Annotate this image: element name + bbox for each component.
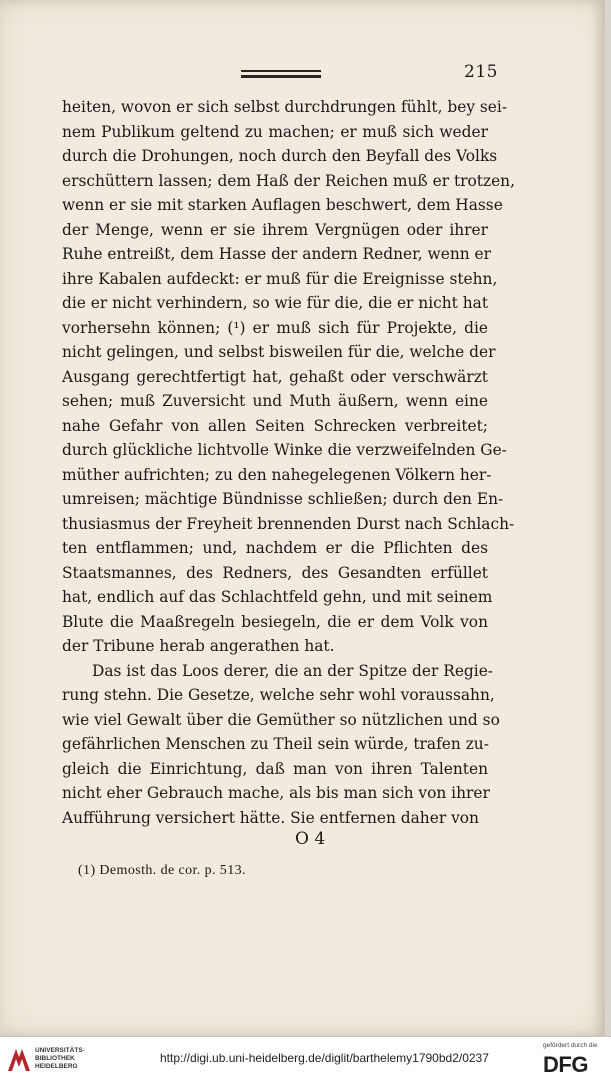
text-line: nicht eher Gebrauch mache, als bis man sich von ihrer bbox=[62, 784, 490, 802]
library-name-line-2: BIBLIOTHEK bbox=[35, 1055, 75, 1062]
university-logo-icon bbox=[6, 1045, 32, 1073]
text-line: Aufführung versichert hätte. Sie entfernen daher von bbox=[62, 808, 479, 827]
funded-by-label: gefördert durch die bbox=[543, 1042, 598, 1049]
text-line: nem Publikum geltend zu machen; er muß sich weder bbox=[62, 122, 488, 141]
text-line: hat, endlich auf das Schlachtfeld gehn, und mit seinem bbox=[62, 588, 493, 606]
text-line: der Menge, wenn er sie ihrem Vergnügen oder ihrer bbox=[62, 220, 488, 239]
footnote: (1) Demosth. de cor. p. 513. bbox=[78, 863, 246, 878]
library-name bbox=[35, 1047, 85, 1071]
text-line: ihre Kabalen aufdeckt: er muß für die Ereignisse stehn, bbox=[62, 269, 498, 288]
text-line: gleich die Einrichtung, daß man von ihren Talenten bbox=[62, 759, 488, 778]
text-line: sehen; muß Zuversicht und Muth äußern, wenn eine bbox=[62, 392, 488, 410]
text-line: durch glückliche lichtvolle Winke die verzweifelnden Ge- bbox=[62, 441, 507, 459]
text-line: heiten, wovon er sich selbst durchdrungen fühlt, bey sei- bbox=[62, 98, 508, 116]
text-line: nicht gelingen, und selbst bisweilen für die, welche der bbox=[62, 343, 496, 361]
text-line: wenn er sie mit starken Auflagen beschwert, dem Hasse bbox=[62, 196, 503, 214]
viewer-footer bbox=[0, 1036, 611, 1082]
signature-mark: O 4 bbox=[295, 829, 326, 849]
text-line: Ruhe entreißt, dem Hasse der andern Redner, wenn er bbox=[62, 245, 491, 263]
text-line: wie viel Gewalt über die Gemüther so nützlichen und so bbox=[62, 710, 500, 729]
text-line: umreisen; mächtige Bündnisse schließen; durch den En- bbox=[62, 490, 504, 508]
text-line: der Tribune herab angerathen hat. bbox=[62, 637, 335, 655]
text-line: rung stehn. Die Gesetze, welche sehr wohl voraussahn, bbox=[62, 686, 495, 704]
text-line: thusiasmus der Freyheit brennenden Durst nach Schlach- bbox=[62, 514, 515, 533]
text-line: Blute die Maaßregeln besiegeln, die er dem Volk von bbox=[62, 612, 488, 631]
text-line: nahe Gefahr von allen Seiten Schrecken verbreitet; bbox=[62, 416, 488, 435]
text-line: ten entflammen; und, nachdem er die Pflichten des bbox=[62, 539, 488, 557]
text-line: die er nicht verhindern, so wie für die, die er nicht hat bbox=[62, 294, 489, 312]
text-line: erschüttern lassen; dem Haß der Reichen muß er trotzen, bbox=[62, 171, 515, 190]
text-line: durch die Drohungen, noch durch den Beyfall des Volks bbox=[62, 147, 498, 165]
text-line: vorhersehn können; (¹) er muß sich für Projekte, die bbox=[62, 318, 488, 337]
dfg-logo: DFG bbox=[543, 1052, 588, 1077]
library-name-line-1: UNIVERSITÄTS- bbox=[35, 1047, 85, 1054]
header-rule bbox=[241, 70, 321, 78]
permalink-url[interactable]: http://digi.ub.uni-heidelberg.de/diglit/barthelemy1790bd2/0237 bbox=[160, 1051, 489, 1065]
text-line: müther aufrichten; zu den nahegelegenen Völkern her- bbox=[62, 465, 492, 484]
text-line: Das ist das Loos derer, die an der Spitze der Regie- bbox=[92, 661, 494, 680]
page-number: 215 bbox=[464, 62, 498, 82]
library-name-line-3: HEIDELBERG bbox=[35, 1063, 78, 1070]
text-line: gefährlichen Menschen zu Theil sein würde, trafen zu- bbox=[62, 735, 489, 753]
text-line: Staatsmannes, des Redners, des Gesandten erfüllet bbox=[62, 563, 488, 582]
body-text bbox=[62, 95, 515, 830]
text-line: Ausgang gerechtfertigt hat, gehaßt oder verschwärzt bbox=[62, 367, 488, 386]
